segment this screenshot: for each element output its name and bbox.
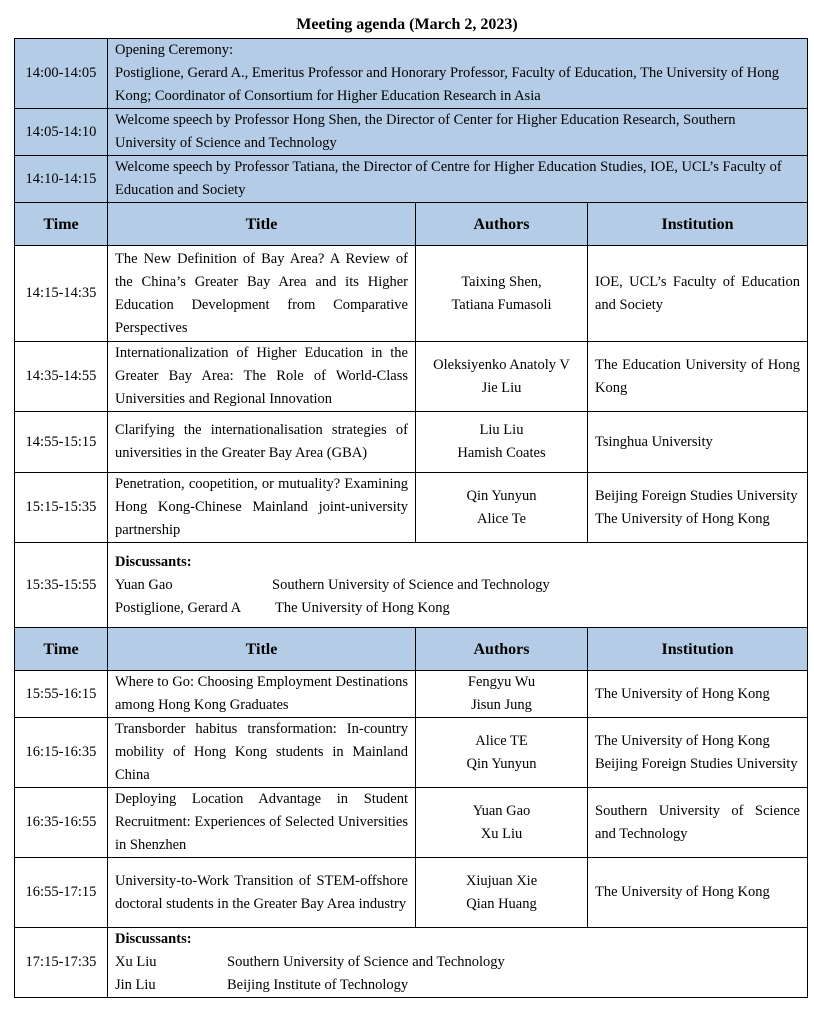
author: Liu Liu [479, 422, 524, 438]
paper-title: Where to Go: Choosing Employment Destinations among Hong Kong Graduates [108, 671, 416, 718]
author: Qin Yunyun [466, 487, 537, 504]
authors-cell [416, 671, 588, 718]
table-row [15, 342, 808, 412]
institution-cell: The Education University of Hong Kong [588, 342, 808, 412]
time-cell: 16:35-16:55 [15, 788, 108, 858]
institution-cell: The University of Hong Kong [588, 671, 808, 718]
discussant-affiliation: Beijing Institute of Technology [227, 977, 409, 993]
author: Xu Liu [480, 825, 523, 842]
discussant-name: Yuan Gao [115, 576, 173, 593]
discussant [115, 574, 800, 597]
authors-cell [416, 858, 588, 928]
opening-line: Opening Ceremony: [115, 42, 233, 58]
discussant-name: Postiglione, Gerard A [115, 599, 242, 616]
institution-cell: Tsinghua University [588, 412, 808, 473]
discussants-cell [108, 543, 808, 628]
time-cell: 14:05-14:10 [15, 109, 108, 156]
discussant-name: Xu Liu [115, 954, 157, 970]
opening-text [108, 39, 808, 109]
institution: The University of Hong Kong [595, 732, 770, 749]
opening-row [15, 156, 808, 203]
institution: Beijing Foreign Studies University [595, 755, 798, 772]
institution-cell: Southern University of Science and Technology [588, 788, 808, 858]
author: Fengyu Wu [467, 674, 536, 690]
table-row [15, 858, 808, 928]
authors-cell [416, 788, 588, 858]
header-institution: Institution [588, 628, 808, 671]
opening-row [15, 39, 808, 109]
institution-cell: The University of Hong Kong [588, 858, 808, 928]
time-cell: 14:55-15:15 [15, 412, 108, 473]
agenda-table-body [15, 39, 808, 998]
author: Jisun Jung [471, 697, 532, 713]
time-cell: 14:00-14:05 [15, 39, 108, 109]
paper-title: University-to-Work Transition of STEM-offshore doctoral students in the Greater Bay Area industry [108, 858, 416, 928]
author: Tatiana Fumasoli [451, 296, 552, 313]
agenda-table [14, 38, 808, 998]
table-row [15, 412, 808, 473]
header-authors: Authors [416, 628, 588, 671]
paper-title: Clarifying the internationalisation strategies of universities in the Greater Bay Area (GBA) [108, 412, 416, 473]
institution-cell [588, 473, 808, 543]
header-time: Time [15, 628, 108, 671]
author: Jie Liu [481, 379, 522, 396]
author: Xiujuan Xie [465, 872, 538, 889]
discussant-affiliation: The University of Hong Kong [275, 599, 450, 616]
author: Qian Huang [466, 895, 537, 912]
author: Hamish Coates [457, 445, 546, 461]
paper-title: Deploying Location Advantage in Student Recruitment: Experiences of Selected Universities in Shenzhen [108, 788, 416, 858]
time-cell: 14:15-14:35 [15, 246, 108, 342]
discussant [115, 951, 800, 974]
table-row [15, 671, 808, 718]
table-row [15, 473, 808, 543]
header-time: Time [15, 203, 108, 246]
discussant-affiliation: Southern University of Science and Technology [272, 576, 550, 593]
time-cell: 14:10-14:15 [15, 156, 108, 203]
institution-cell [588, 718, 808, 788]
paper-title: Transborder habitus transformation: In-country mobility of Hong Kong students in Mainland China [108, 718, 416, 788]
opening-line: Postiglione, Gerard A., Emeritus Professor and Honorary Professor, Faculty of Education, The University of Hong Kong; Coordinator of Consortium for Higher Education Research in Asia [115, 65, 780, 104]
time-cell: 16:15-16:35 [15, 718, 108, 788]
paper-title: The New Definition of Bay Area? A Review of the China’s Greater Bay Area and its Higher Education Development from Comparative Perspectives [108, 246, 416, 342]
header-title: Title [108, 203, 416, 246]
table-row [15, 246, 808, 342]
discussants-label: Discussants: [115, 553, 192, 570]
time-cell: 14:35-14:55 [15, 342, 108, 412]
institution-cell: IOE, UCL’s Faculty of Education and Society [588, 246, 808, 342]
institution: The University of Hong Kong [595, 510, 770, 527]
author: Oleksiyenko Anatoly V [433, 356, 570, 373]
discussant [115, 597, 800, 620]
paper-title: Penetration, coopetition, or mutuality? Examining Hong Kong-Chinese Mainland joint-university partnership [108, 473, 416, 543]
author: Yuan Gao [472, 802, 531, 819]
discussants-label: Discussants: [115, 931, 192, 947]
page-title: Meeting agenda (March 2, 2023) [296, 16, 518, 33]
discussants-row [15, 928, 808, 998]
header-institution: Institution [588, 203, 808, 246]
header-authors: Authors [416, 203, 588, 246]
time-cell: 15:55-16:15 [15, 671, 108, 718]
time-cell: 17:15-17:35 [15, 928, 108, 998]
author: Alice Te [476, 510, 527, 527]
opening-text: Welcome speech by Professor Tatiana, the Director of Centre for Higher Education Studies, IOE, UCL’s Faculty of Education and Society [108, 156, 808, 203]
institution: Beijing Foreign Studies University [595, 487, 798, 504]
opening-text: Welcome speech by Professor Hong Shen, the Director of Center for Higher Education Research, Southern University of Science and Technology [108, 109, 808, 156]
authors-cell [416, 342, 588, 412]
table-header-row [15, 628, 808, 671]
author: Qin Yunyun [466, 755, 537, 772]
author: Taixing Shen, [461, 273, 542, 290]
author: Alice TE [475, 732, 528, 749]
opening-row [15, 109, 808, 156]
authors-cell [416, 473, 588, 543]
authors-cell [416, 412, 588, 473]
time-cell: 15:35-15:55 [15, 543, 108, 628]
time-cell: 15:15-15:35 [15, 473, 108, 543]
paper-title: Internationalization of Higher Education in the Greater Bay Area: The Role of World-Class Universities and Regional Innovation [108, 342, 416, 412]
time-cell: 16:55-17:15 [15, 858, 108, 928]
header-title: Title [108, 628, 416, 671]
discussant-name: Jin Liu [115, 977, 156, 993]
table-row [15, 718, 808, 788]
table-header-row [15, 203, 808, 246]
authors-cell [416, 718, 588, 788]
table-row [15, 788, 808, 858]
authors-cell [416, 246, 588, 342]
discussant-affiliation: Southern University of Science and Technology [227, 954, 505, 970]
discussants-row [15, 543, 808, 628]
discussant [115, 974, 800, 997]
discussants-cell [108, 928, 808, 998]
